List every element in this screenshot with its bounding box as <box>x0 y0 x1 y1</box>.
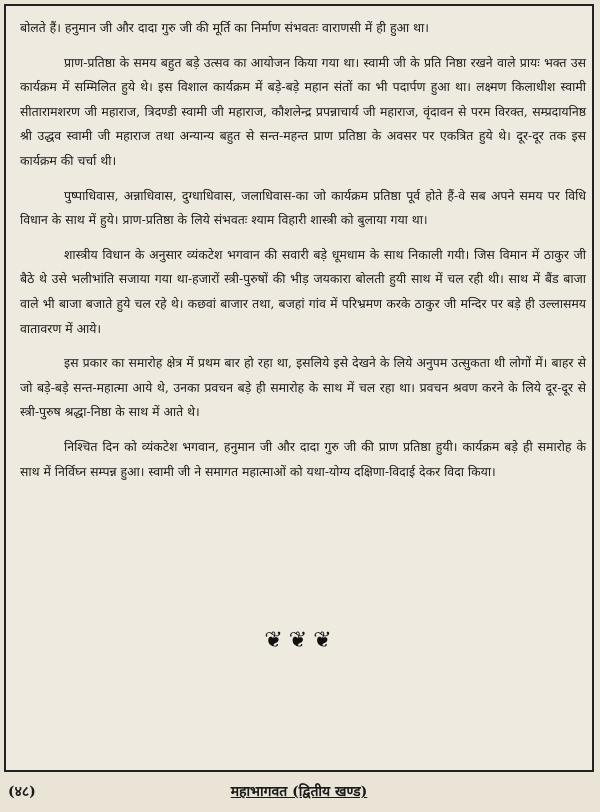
paragraph-3: पुष्पाधिवास, अन्नाधिवास, दुग्धाधिवास, जलाधिवास-का जो कार्यक्रम प्रतिष्ठा पूर्व होते हैं-वे सब अपने समय पर विधि विधान के साथ में हुये। प्राण-प्रतिष्ठा के लिये संभवतः श्याम विहारी शास्त्री को बुलाया गया था। <box>20 187 586 228</box>
page-footer <box>4 776 594 806</box>
body-text <box>20 16 586 494</box>
paragraph-5: इस प्रकार का समारोह क्षेत्र में प्रथम बार हो रहा था, इसलिये इसे देखने के लिये अनुपम उत्सुकता थी लोगों में। बाहर से जो बड़े-बड़े सन्त-महात्मा आये थे, उनका प्रवचन बड़े ही समारोह के साथ में चल रहा था। प्रवचन श्रवण करने के लिये दूर-दूर से स्त्री-पुरुष श्रद्धा-निष्ठा के साथ में आते थे। <box>20 355 586 420</box>
page-frame <box>4 4 594 772</box>
paragraph-1: बोलते हैं। हनुमान जी और दादा गुरु जी की मूर्ति का निर्माण संभवतः वाराणसी में ही हुआ था। <box>20 20 429 35</box>
running-title: महाभागवत (द्वितीय खण्ड) <box>230 784 368 800</box>
paragraph-4: शास्त्रीय विधान के अनुसार व्यंकटेश भगवान की सवारी बड़े धूमधाम के साथ निकाली गयी। जिस विमान में ठाकुर जी बैठे थे उसे भलीभांति सजाया गया था-हजारों स्त्री-पुरुषों की भीड़ जयकारा बोलती हुयी साथ में चल रही थी। साथ में बैंड बाजा वाले भी बाजा बजाते हुये चल रहे थे। कछवां बाजार तथा, बजहां गांव में परिभ्रमण करके ठाकुर जी मन्दिर पर बड़े ही उल्लासमय वातावरण में आये। <box>20 246 586 336</box>
page-number: (४८) <box>8 784 36 800</box>
paragraph-6: निश्चित दिन को व्यंकटेश भगवान, हनुमान जी और दादा गुरु जी की प्राण प्रतिष्ठा हुयी। कार्यक्रम बड़े ही समारोह के साथ में निर्विघ्न सम्पन्न हुआ। स्वामी जी ने समागत महात्माओं को यथा-योग्य दक्षिणा-विदाई देकर विदा किया। <box>20 438 586 479</box>
section-ornament: ❦❦❦ <box>264 628 338 653</box>
paragraph-2: प्राण-प्रतिष्ठा के समय बहुत बड़े उत्सव का आयोजन किया गया था। स्वामी जी के प्रति निष्ठा रखने वाले प्रायः भक्त उस कार्यक्रम में सम्मिलित हुये थे। इस विशाल कार्यक्रम में बड़े-बड़े महान संतों का भी पदार्पण हुआ था। लक्ष्मण किलाधीश स्वामी सीतारामशरण जी महाराज, त्रिदण्डी स्वामी जी महाराज, कौशलेन्द्र प्रपन्नाचार्य जी महाराज, वृंदावन से परम विरक्त, सम्प्रदायनिष्ठ श्री उद्धव स्वामी जी महाराज तथा अन्यान्य बहुत से सन्त-महन्त प्राण प्रतिष्ठा के अवसर पर एकत्रित हुये थे। दूर-दूर तक इस कार्यक्रम की चर्चा थी। <box>20 54 586 168</box>
